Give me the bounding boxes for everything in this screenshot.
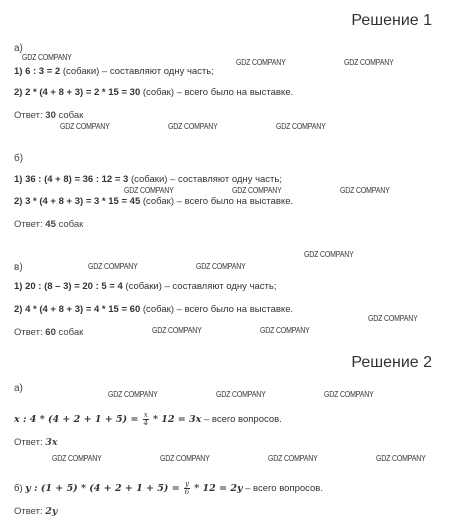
step-text: (собаки) – составляют одну часть; bbox=[60, 66, 214, 77]
watermark: GDZ COMPANY bbox=[232, 185, 282, 195]
watermark: GDZ COMPANY bbox=[376, 453, 426, 463]
answer-label: Ответ: bbox=[14, 437, 46, 448]
watermark: GDZ COMPANY bbox=[304, 249, 354, 259]
part-a-label: а) bbox=[14, 43, 23, 54]
watermark: GDZ COMPANY bbox=[344, 57, 394, 67]
expression-start: y : (1 + 5) * (4 + 2 + 1 + 5) = bbox=[25, 483, 183, 495]
watermark: GDZ COMPANY bbox=[160, 453, 210, 463]
task-a-label: а) bbox=[14, 383, 23, 394]
answer-label: Ответ: bbox=[14, 110, 46, 121]
answer-value: 2y bbox=[45, 506, 58, 517]
step-text: (собак) – всего было на выставке. bbox=[140, 196, 294, 207]
step-calc: 2) 4 * (4 + 8 + 3) = 4 * 15 = 60 bbox=[14, 304, 141, 315]
task-b-answer bbox=[14, 506, 57, 517]
step-calc: 1) 36 : (4 + 8) = 36 : 12 = 3 bbox=[14, 174, 129, 185]
watermark: GDZ COMPANY bbox=[52, 453, 102, 463]
part-b-answer bbox=[14, 219, 83, 230]
watermark: GDZ COMPANY bbox=[60, 121, 110, 131]
watermark: GDZ COMPANY bbox=[236, 57, 286, 67]
part-c-step-1 bbox=[14, 281, 276, 292]
solution-1-title: Решение 1 bbox=[351, 12, 432, 29]
answer-label: Ответ: bbox=[14, 506, 46, 517]
part-b-step-2 bbox=[14, 196, 293, 207]
expression-text: – всего вопросов. bbox=[201, 414, 282, 426]
expression-start: x : 4 * (4 + 2 + 1 + 5) = bbox=[14, 414, 142, 426]
watermark: GDZ COMPANY bbox=[22, 52, 72, 62]
task-b-label: б) bbox=[14, 483, 26, 495]
watermark: GDZ COMPANY bbox=[260, 325, 310, 335]
watermark: GDZ COMPANY bbox=[152, 325, 202, 335]
expression-end: * 12 = 2y bbox=[190, 483, 243, 495]
fraction-numerator: y bbox=[185, 480, 189, 488]
part-a-step-2 bbox=[14, 87, 293, 98]
watermark: GDZ COMPANY bbox=[216, 389, 266, 399]
step-text: (собаки) – составляют одну часть; bbox=[128, 174, 282, 185]
part-c-label: в) bbox=[14, 262, 23, 273]
step-calc: 2) 2 * (4 + 8 + 3) = 2 * 15 = 30 bbox=[14, 87, 141, 98]
expression-text: – всего вопросов. bbox=[242, 483, 323, 495]
step-calc: 2) 3 * (4 + 8 + 3) = 3 * 15 = 45 bbox=[14, 196, 141, 207]
answer-label: Ответ: bbox=[14, 327, 46, 338]
answer-unit: собак bbox=[55, 219, 84, 230]
step-text: (собак) – всего было на выставке. bbox=[140, 304, 294, 315]
watermark: GDZ COMPANY bbox=[340, 185, 390, 195]
step-calc: 1) 20 : (8 – 3) = 20 : 5 = 4 bbox=[14, 281, 123, 292]
watermark: GDZ COMPANY bbox=[88, 261, 138, 271]
part-a-answer bbox=[14, 110, 83, 121]
step-text: (собак) – всего было на выставке. bbox=[140, 87, 294, 98]
watermark: GDZ COMPANY bbox=[268, 453, 318, 463]
fraction bbox=[143, 412, 149, 427]
task-a-answer bbox=[14, 437, 58, 448]
answer-value: 45 bbox=[45, 219, 56, 230]
fraction-denominator: 6 bbox=[184, 488, 190, 496]
fraction bbox=[184, 481, 190, 496]
answer-value: 30 bbox=[45, 110, 56, 121]
watermark: GDZ COMPANY bbox=[324, 389, 374, 399]
part-c-answer bbox=[14, 327, 83, 338]
watermark: GDZ COMPANY bbox=[196, 261, 246, 271]
task-b-expression bbox=[14, 481, 323, 496]
task-a-expression bbox=[14, 412, 282, 427]
part-b-step-1 bbox=[14, 174, 282, 185]
part-a-step-1 bbox=[14, 66, 214, 77]
watermark: GDZ COMPANY bbox=[368, 313, 418, 323]
step-text: (собаки) – составляют одну часть; bbox=[122, 281, 277, 292]
fraction-numerator: x bbox=[143, 411, 148, 419]
answer-value: 60 bbox=[45, 327, 56, 338]
watermark: GDZ COMPANY bbox=[168, 121, 218, 131]
expression-end: * 12 = 3x bbox=[149, 414, 202, 426]
answer-value: 3x bbox=[45, 437, 58, 448]
answer-unit: собак bbox=[55, 110, 84, 121]
solution-2-title: Решение 2 bbox=[351, 354, 432, 371]
fraction-denominator: 4 bbox=[143, 419, 148, 427]
step-calc: 1) 6 : 3 = 2 bbox=[14, 66, 61, 77]
part-b-label: б) bbox=[14, 153, 24, 164]
answer-label: Ответ: bbox=[14, 219, 46, 230]
watermark: GDZ COMPANY bbox=[276, 121, 326, 131]
part-c-step-2 bbox=[14, 304, 293, 315]
watermark: GDZ COMPANY bbox=[124, 185, 174, 195]
answer-unit: собак bbox=[55, 327, 84, 338]
watermark: GDZ COMPANY bbox=[108, 389, 158, 399]
